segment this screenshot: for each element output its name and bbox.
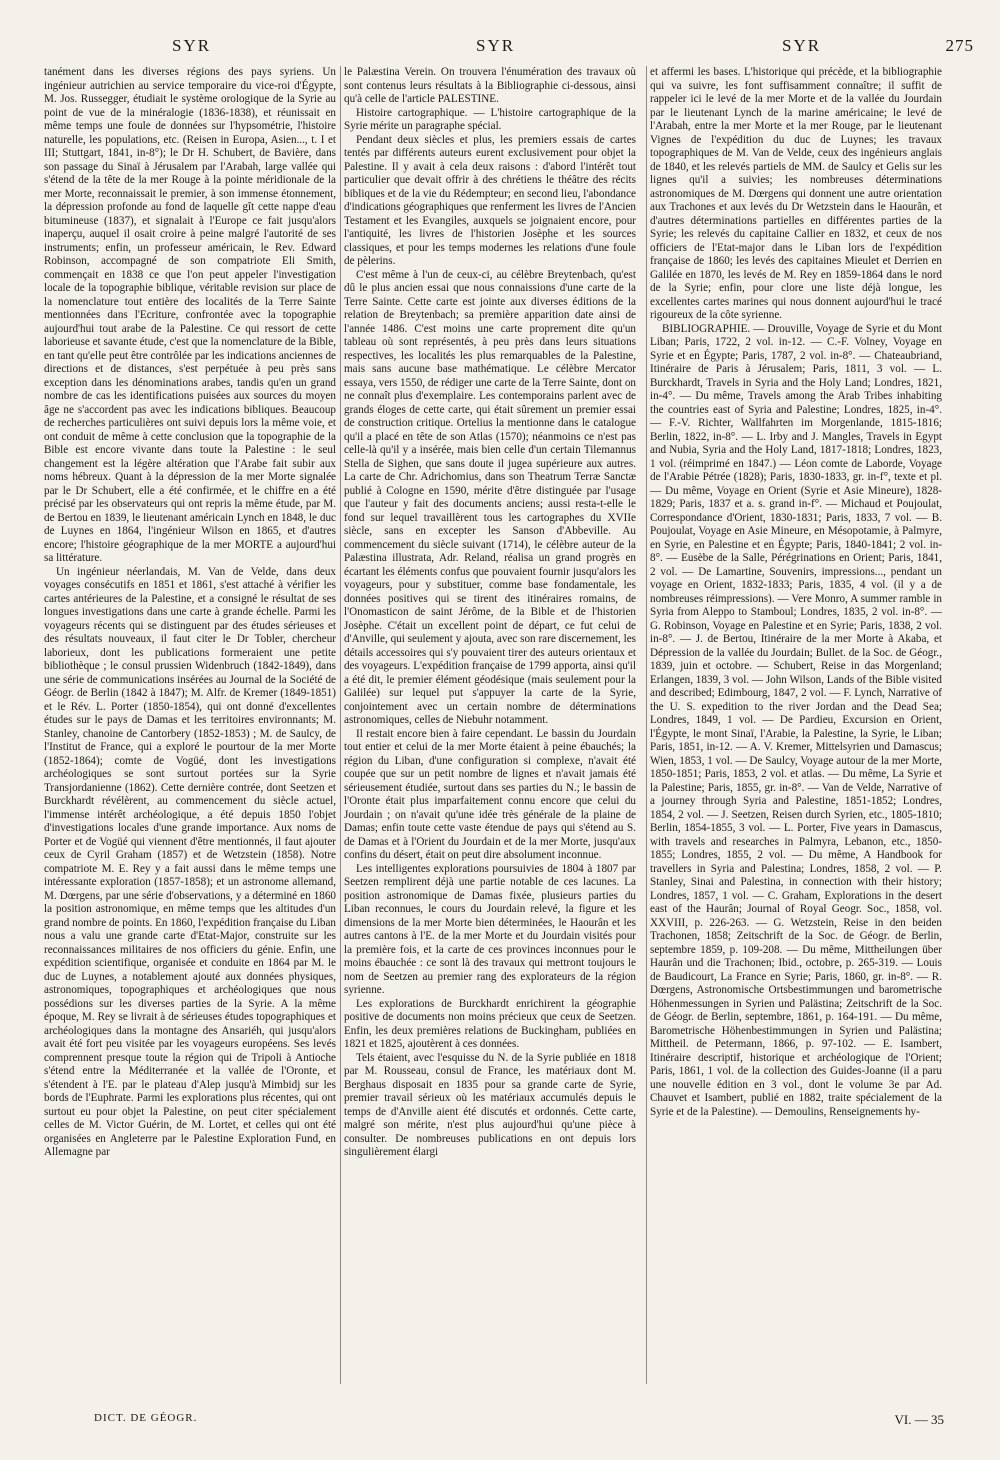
page-header [44, 36, 974, 60]
footer-volume: VI. — 35 [894, 1412, 944, 1427]
running-head-left: SYR [172, 36, 212, 55]
page-footer [44, 1412, 974, 1432]
paragraph: Pendant deux siècles et plus, les premiers essais de cartes tentés par différents auteurs eurent exclusivement pour objet la Palestine. Il y avait à cela deux raisons : d'abord l'intérêt tout particulier que devait offrir à des chrétiens le théâtre des récits bibliques et de la vie du Rédempteur; en second lieu, l'abondance d'indications géographiques que renferment les livres de l'Ancien Testament et les Evangiles, auxquels se joignaient encore, pour l'antiquité, les livres de l'historien Josèphe et les sources classiques, et pour les temps modernes les relations d'une foule de pèlerins. [344, 133, 636, 267]
paragraph: Il restait encore bien à faire cependant. Le bassin du Jourdain tout entier et celui de la mer Morte étaient à peine ébauchés; la région du Liban, d'une configuration si complexe, n'avait été coupée que sur un petit nombre de lignes et n'avait jamais été sérieusement étudiée, surtout dans ses parties du N.; le bassin de l'Oronte était plus imparfaitement connu encore que celui du Jourdain ; on n'avait qu'une idée très générale de la plaine de Damas; enfin toute cette vaste étendue de pays qui s'étend au S. de Damas et à l'Orient du Jourdain et de la mer Morte, jusqu'aux confins du désert, était on peut dire absolument inconnue. [344, 727, 636, 861]
column-2 [344, 66, 636, 1396]
column-1 [44, 66, 336, 1396]
running-head-right: SYR [782, 36, 822, 55]
paragraph: tanément dans les diverses régions des pays syriens. Un ingénieur autrichien au service temporaire du vice-roi d'Égypte, M. Jos. Russegger, étudiait le système orologique de la Syrie au point de vue de la minéralogie (1836-1838), et réunissait en même temps une foule de données sur l'hypsométrie, l'histoire naturelle, les populations, etc. (Reisen in Europa, Asien..., t. I et III; Stuttgart, 1841, in-8°); le Dr H. Schubert, de Bavière, dans son passage du Sinaï à Jérusalem par l'Arabah, large vallée qui s'étend de la tête de la mer Rouge à la pointe méridionale de la mer Morte, reconnaissait le premier, à son immense étonnement, la dépression profonde au fond de laquelle gît cette nappe d'eau bitumineuse (1837), et signalait à l'Europe ce fait jusqu'alors inaperçu, auquel il osait croire à peine malgré l'autorité de ses instruments; enfin, un professeur américain, le Rev. Edward Robinson, accompagné de son compatriote Eli Smith, commençait en 1838 ce que l'on peut appeler l'investigation locale de la topographie biblique, véritable revision sur place de la nomenclature tout entière des localités de la Terre Sainte mentionnées dans l'Ecriture, confrontée avec la topographie aujourd'hui tout arabe de la Palestine. Ce qui ressort de cette laborieuse et savante étude, c'est que la nomenclature de la Bible, en tant qu'elle peut être contrôlée par les indications anciennes de directions et de distances, s'est perpétuée à peu près sans exception dans les dénominations arabes, tandis qu'en un grand nombre de cas les identifications puisées aux sources du moyen âge ne s'accordent pas avec les indications bibliques. Beaucoup de recherches particulières ont suivi depuis lors la même voie, et ont conduit de même à cette conclusion que la topographie de la Bible est encore vivante dans toute la Palestine : le seul changement est la légère altération que l'Arabe fait subir aux noms hébreux. Quant à la dépression de la mer Morte signalée par le Dr Schubert, elle a été confirmée, et le chiffre en a été précisé par les observateurs qui ont repris la même étude, par M. de Bertou en 1839, le lieutenant américain Lynch en 1848, le duc de Luynes en 1864, l'ingénieur Wilson en 1865, et d'autres encore; l'histoire géographique de la mer MORTE a aujourd'hui sa littérature. [44, 66, 336, 564]
paragraph: Les intelligentes explorations poursuivies de 1804 à 1807 par Seetzen remplirent déjà une partie notable de ces lacunes. La position astronomique de Damas fixée, plusieurs parties du Liban reconnues, le cours du Jourdain relevé, la figure et les dimensions de la mer Morte bien déterminées, le Haourân et les autres cantons à l'E. de la mer Morte et du Jourdain visités pour la première fois, et la carte de ces provinces inconnues pour le moins ébauchée : ce sont là des travaux qui mettront toujours le nom de Seetzen au premier rang des explorateurs de la région syrienne. [344, 862, 636, 996]
column-divider [340, 66, 341, 1384]
column-3 [650, 66, 942, 1396]
paragraph: Histoire cartographique. — L'histoire cartographique de la Syrie mérite un paragraphe spécial. [344, 106, 636, 132]
running-head-center: SYR [476, 36, 516, 55]
paragraph: C'est même à l'un de ceux-ci, au célèbre Breytenbach, qu'est dû le plus ancien essai que nous connaissions d'une carte de la Terre Sainte. Cette carte est jointe aux diverses éditions de la relation de Breytenbach; sa première apparition date ainsi de l'année 1486. C'est moins une carte proprement dite qu'un tableau où sont représentés, à peu près dans leurs situations respectives, les localités les plus remarquables de la Palestine, mais sans aucune base mathématique. Le célèbre Mercator essaya, vers 1550, de rédiger une carte de la Terre Sainte, dont on ne connaît plus d'exemplaire. Les contemporains parlent avec de grands éloges de cette carte, qui était sûrement un premier essai de construction critique. Ortelius la mentionne dans le catalogue qu'il a placé en tête de son Atlas (1570); néanmoins ce n'est pas celle-là qu'il y a insérée, mais bien celle d'un certain Tilemannus Stella de Sighen, que sans doute il jugea supérieure aux autres. La carte de Chr. Adrichomius, dans son Theatrum Terræ Sanctæ publié à Cologne en 1590, mérite d'être distinguée par l'usage que l'auteur y fait des documents anciens; aussi resta-t-elle le fond sur lequel travaillèrent tous les cartographes du XVIIe siècle, sans en excepter les Sanson d'Abbeville. Au commencement du siècle suivant (1714), le célèbre auteur de la Palæstina illustrata, Adr. Reland, réalisa un grand progrès en écartant les éléments confus que pouvaient fournir jusqu'alors les voyageurs, pour y substituer, comme base fondamentale, les données positives qui se tirent des itinéraires romains, de l'Onomasticon de saint Jérôme, de la Bible et de l'historien Josèphe. C'était un excellent point de départ, ce fut celui de d'Anville, qui seulement y ajouta, avec son rare discernement, les détails accessoires qui s'y pouvaient tirer des auteurs orientaux et des voyageurs. L'expédition française de 1799 apporta, ainsi qu'il a été dit, le premier élément géodésique (mais seulement pour la Galilée) sur lequel put s'appuyer la carte de la Syrie, conjointement avec un certain nombre de déterminations astronomiques, celles de Niebuhr notamment. [344, 268, 636, 726]
paragraph: et affermi les bases. L'historique qui précède, et la bibliographie qui va suivre, les font suffisamment connaître; il suffit de rappeler ici le levé de la mer Morte et de la vallée du Jourdain par le lieutenant Lynch de la marine américaine; le levé de l'Arabah, entre la mer Morte et la mer Rouge, par le lieutenant Vignes de l'expédition du duc de Luynes; les travaux topographiques de M. Van de Velde, ceux des ingénieurs anglais de 1840, et les relevés partiels de MM. de Saulcy et Gelis sur les lignes qu'il a suivies; les nombreuses déterminations astronomiques de M. Dœrgens qui donnent une autre orientation aux Trachones et aux levés du Dr Wetzstein dans le Haourân, et d'autres déterminations partielles en différentes parties de la Syrie; les relevés du capitaine Callier en 1832, et ceux de nos officiers de l'Etat-major dans le Liban lors de l'expédition française de 1860; les levés des capitaines Mieulet et Derrien en Galilée en 1870, les levés de M. Rey en 1859-1864 dans le nord de la Syrie; enfin, pour clore une liste déjà longue, les excellentes cartes marines qui nous donnent aujourd'hui le tracé rigoureux de la côte syrienne. [650, 66, 942, 321]
paragraph: Un ingénieur néerlandais, M. Van de Velde, dans deux voyages consécutifs en 1851 et 1861, s'est attaché à vérifier les cartes antérieures de la Palestine, et a consigné le résultat de ses longues investigations dans une carte à grande échelle. Parmi les voyageurs récents qui se distinguent par des études sérieuses et des résultats nouveaux, il faut citer le Dr Tobler, chercheur laborieux, dont les publications formeraient une petite bibliothèque ; le consul prussien Widenbruch (1842-1849), dans une série de communications insérées au Journal de la Société de Géogr. de Berlin (1842 à 1847); M. Alfr. de Kremer (1849-1851) et le Rév. L. Porter (1850-1854), qui ont donné d'excellentes études sur le pays de Damas et les territoires environnants; M. Stanley, chanoine de Cantorbery (1852-1853) ; M. de Saulcy, de l'Institut de France, qui a exploré le pourtour de la mer Morte (1852-1864); comte de Vogüé, dont les investigations archéologiques se sont surtout portées sur la Syrie Transjordanienne (1862). Cette dernière contrée, dont Seetzen et Burckhardt révélèrent, au commencement du siècle actuel, l'immense intérêt archéologique, a été depuis 1850 l'objet d'investigations locales d'une grande importance. Aux noms de Porter et de Vogüé qui viennent d'être mentionnés, il faut ajouter ceux de Cyril Graham (1857) et de Wetzstein (1858). Notre compatriote M. E. Rey y a fait aussi dans le même temps une intéressante exploration (1857-1858); et un astronome allemand, M. Dœrgens, par une série d'observations, y a déterminé en 1860 la position astronomique, en même temps que les altitudes d'un grand nombre de points. En 1860, l'expédition française du Liban nous a valu une grande carte d'Etat-Major, construite sur les reconnaissances militaires de nos officiers du génie. Enfin, une expédition scientifique, organisée et conduite en 1864 par M. le duc de Luynes, a notablement ajouté aux données physiques, astronomiques, topographiques et archéologiques que nous possédions sur les diverses parties de la Syrie. A la même époque, M. Rey se livrait à de sérieuses études topographiques et archéologiques dans la montagne des Ansariéh, qui jusqu'alors avait été fort peu visitée par les voyageurs européens. Ses levés comprennent presque toute la région qui de Tripoli à Antioche s'étend entre la Méditerranée et la vallée de l'Oronte, et s'étendent à l'E. par le plateau d'Alep jusqu'à Mimbidj sur les bords de l'Euphrate. Parmi les explorations plus récentes, qui ont surtout eu pour objet la Palestine, on peut citer spécialement celles de M. Victor Guérin, de M. Lortet, et celles qui ont été organisées en Angleterre par le Palestine Exploration Fund, en Allemagne par [44, 565, 336, 1158]
paragraph: Tels étaient, avec l'esquisse du N. de la Syrie publiée en 1818 par M. Rousseau, consul de France, les matériaux dont M. Berghaus disposait en 1835 pour sa grande carte de Syrie, premier travail sérieux où les matériaux accumulés depuis le temps de d'Anville aient été discutés et ordonnés. Cette carte, malgré son mérite, n'est plus aujourd'hui qu'une pièce à consulter. De nombreuses publications en ont depuis lors singulièrement élargi [344, 1051, 636, 1158]
footer-signature: DICT. DE GÉOGR. [94, 1412, 198, 1424]
text-columns [44, 66, 974, 1396]
column-divider [646, 66, 647, 1384]
bibliography-paragraph: BIBLIOGRAPHIE. — Drouville, Voyage de Syrie et du Mont Liban; Paris, 1722, 2 vol. in-12. — C.-F. Volney, Voyage en Syrie et en Égypte; Paris, 1787, 2 vol. in-8°. — Chateaubriand, Itinéraire de Paris à Jérusalem; Paris, 1811, 3 vol. — L. Burckhardt, Travels in Syria and the Holy Land; Londres, 1821, in-4°. — Du même, Travels among the Arab Tribes inhabiting the countries east of Syria and Palestine; Londres, 1825, in-4°. — F.-V. Richter, Wallfahrten im Morgenlande, 1815-1816; Berlin, 1822, in-8°. — L. Irby and J. Mangles, Travels in Egypt and Nubia, Syria and the Holy Land, 1817-1818; Londres, 1823, 1 vol. (réimprimé en 1847.) — Léon comte de Laborde, Voyage de l'Arabie Pétrée (1828); Paris, 1830-1833, gr. in-f°, texte et pl. — Du même, Voyage en Orient (Syrie et Asie Mineure), 1828-1829; Paris, 1837 et a. s. grand in-f°. — Michaud et Poujoulat, Correspondance d'Orient, 1830-1831; Paris, 1833, 7 vol. — B. Poujoulat, Voyage en Asie Mineure, en Mésopotamie, à Palmyre, en Syrie, en Palestine et en Égypte; Paris, 1840-1841; 2 vol. in-8°. — Eusèbe de la Salle, Pérégrinations en Orient; Paris, 1841, 2 vol. — De Lamartine, Souvenirs, impressions..., pendant un voyage en Orient, 1832-1833; Paris, 1835, 4 vol. (il y a de nombreuses réimpressions). — Vere Monro, A summer ramble in Syria from Aleppo to Stamboul; Londres, 1835, 2 vol. in-8°. — G. Robinson, Voyage en Palestine et en Syrie; Paris, 1838, 2 vol. in-8°. — J. de Bertou, Itinéraire de la mer Morte à Akaba, et Dépression de la vallée du Jourdain; Bullet. de la Soc. de Géogr., 1839, juin et octobre. — Schubert, Reise in das Morgenland; Erlangen, 1839, 3 vol. — John Wilson, Lands of the Bible visited and described; Edimbourg, 1847, 2 vol. — F. Lynch, Narrative of the U. S. expedition to the river Jordan and the Dead Sea; Londres, 1849, 1 vol. — De Pardieu, Excursion en Orient, l'Égypte, le mont Sinaï, l'Arabie, la Palestine, la Syrie, le Liban; Paris, 1851, in-12. — A. V. Kremer, Mittelsyrien und Damascus; Wien, 1853, 1 vol. — De Saulcy, Voyage autour de la mer Morte, 1850-1851; Paris, 1853, 2 vol. et atlas. — Du même, La Syrie et la Palestine; Paris, 1855, gr. in-8°. — Van de Velde, Narrative of a journey through Syria and Palestine, 1851-1852; Londres, 1854, 2 vol. — J. Seetzen, Reisen durch Syrien, etc., 1805-1810; Berlin, 1854-1855, 3 vol. — L. Porter, Five years in Damascus, with travels and researches in Palmyra, Lebanon, etc., 1850-1855; Londres, 1855, 2 vol. — Du même, A Handbook for travellers in Syria and Palestina; Londres, 1858, 2 vol. — P. Stanley, Sinai and Palestina, in connection with their history; Londres, 1857, 1 vol. — C. Graham, Explorations in the desert east of the Haurân; Journal of Royal Geogr. Soc., 1858, vol. XXVIII, p. 226-263. — G. Wetzstein, Reise in den beiden Trachonen, 1858; Zeitschrift de la Soc. de Géogr. de Berlin, septembre 1859, p. 109-208. — Du même, Mittheilungen über Haurân und die Trachonen; Ibid., octobre, p. 265-319. — Louis de Baudicourt, La France en Syrie; Paris, 1860, gr. in-8°. — R. Dœrgens, Astronomische Ortsbestimmungen und barometrische Höhenmessungen in Syrien und Palästina; Zeitschrift de la Soc. de Géogr. de Berlin, septembre, 1861, p. 164-191. — Du même, Barometrische Höhenbestimmungen in Syrien und Palästina; Mittheil. de Petermann, 1866, p. 97-102. — E. Isambert, Itinéraire descriptif, historique et archéologique de l'Orient; Paris, 1861, 1 vol. de la collection des Guides-Joanne (il a paru une nouvelle édition en 3 vol., dont le volume 3e par Ad. Chauvet et Isambert, publié en 1882, traite spécialement de la Syrie et de la Palestine). — Demoulins, Renseignements hy- [650, 322, 942, 1118]
paragraph: le Palæstina Verein. On trouvera l'énumération des travaux où sont contenus leurs résultats à la Bibliographie ci-dessous, ainsi qu'à celle de l'article PALESTINE. [344, 66, 636, 105]
page-number: 275 [945, 36, 974, 55]
paragraph: Les explorations de Burckhardt enrichirent la géographie positive de documents non moins précieux que ceux de Seetzen. Enfin, les deux premières relations de Buckingham, publiées en 1821 et 1825, ajoutèrent à ces données. [344, 997, 636, 1050]
